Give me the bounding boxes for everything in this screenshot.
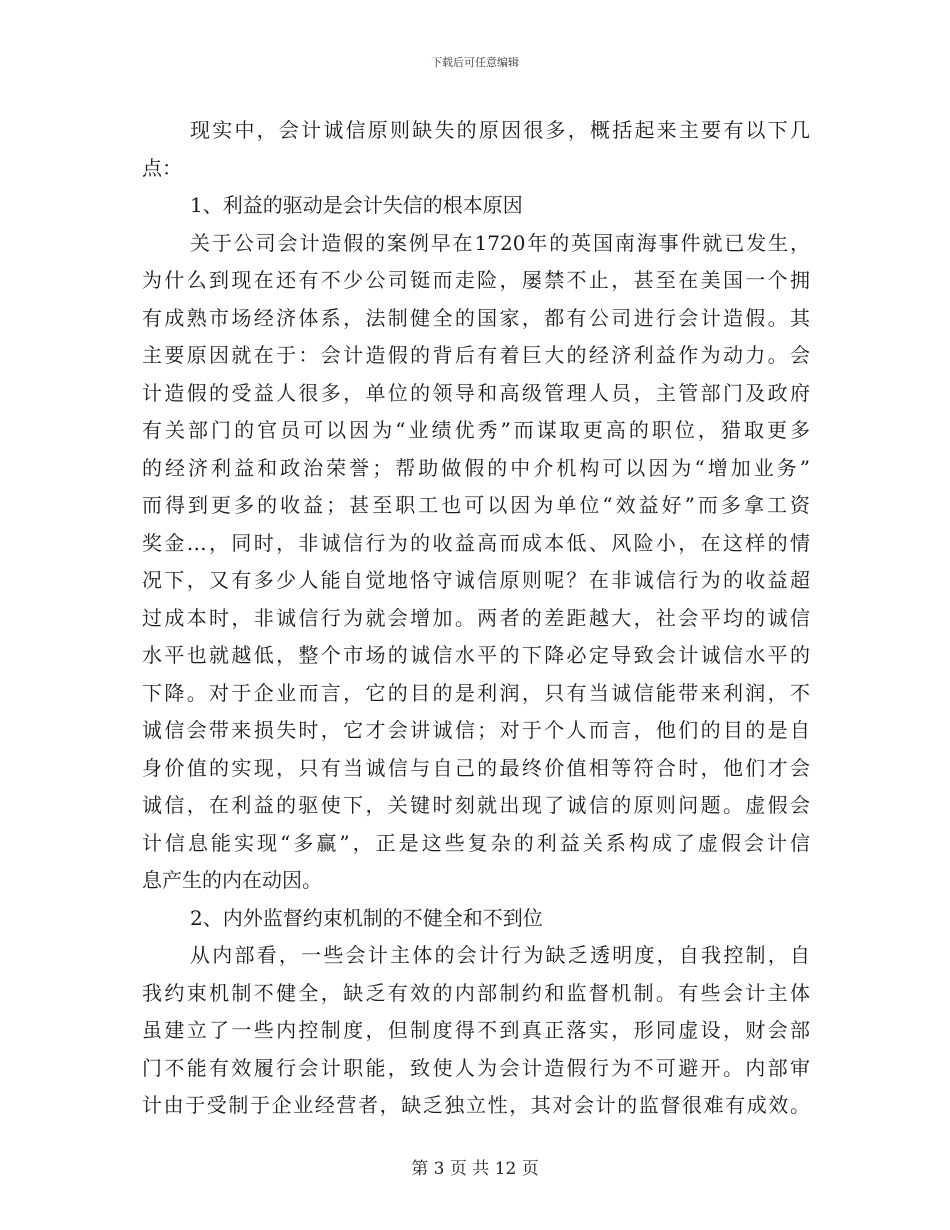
paragraph-line: 关于公司会计造假的案例早在1720年的英国南海事件就已发生，: [190, 230, 810, 255]
paragraph-line: 主要原因就在于：会计造假的背后有着巨大的经济利益作为动力。会: [142, 343, 810, 367]
paragraph-line: 我约束机制不健全，缺乏有效的内部制约和监督机制。有些会计主体: [142, 980, 810, 1005]
paragraph-line: 现实中，会计诚信原则缺失的原因很多，概括起来主要有以下几: [190, 118, 810, 142]
section-heading: 2、内外监督约束机制的不健全和不到位: [190, 905, 543, 930]
paragraph-line: 而得到更多的收益；甚至职工也可以因为单位“效益好”而多拿工资: [142, 493, 810, 517]
paragraph-line: 息产生的内在动因。: [142, 868, 322, 892]
page-header: 下载后可任意编辑: [431, 56, 519, 69]
paragraph-line: 计信息能实现“多赢”，正是这些复杂的利益关系构成了虚假会计信: [142, 830, 810, 855]
paragraph-line: 有关部门的官员可以因为“业绩优秀”而谋取更高的职位，猎取更多: [142, 418, 810, 442]
paragraph-line: 下降。对于企业而言，它的目的是利润，只有当诚信能带来利润，不: [142, 680, 810, 705]
paragraph-line: 的经济利益和政治荣誉；帮助做假的中介机构可以因为“增加业务”: [142, 455, 810, 480]
paragraph-line: 水平也就越低，整个市场的诚信水平的下降必定导致会计诚信水平的: [142, 643, 810, 667]
paragraph-line: 门不能有效履行会计职能，致使人为会计造假行为不可避开。内部审: [142, 1055, 810, 1080]
document-body: [142, 112, 810, 1125]
paragraph-line: 为什么到现在还有不少公司铤而走险，屡禁不止，甚至在美国一个拥: [142, 268, 810, 292]
paragraph-line: 况下，又有多少人能自觉地恪守诚信原则呢？在非诚信行为的收益超: [142, 568, 810, 592]
paragraph-line: 诚信会带来损失时，它才会讲诚信；对于个人而言，他们的目的是自: [142, 718, 810, 742]
paragraph-line: 过成本时，非诚信行为就会增加。两者的差距越大，社会平均的诚信: [142, 605, 810, 630]
paragraph-line: 计造假的受益人很多，单位的领导和高级管理人员，主管部门及政府: [142, 380, 810, 405]
page-footer: 第 3 页 共 12 页: [411, 1159, 539, 1179]
paragraph-line: 身价值的实现，只有当诚信与自己的最终价值相等符合时，他们才会: [142, 755, 810, 780]
paragraph-line: 有成熟市场经济体系，法制健全的国家，都有公司进行会计造假。其: [142, 305, 810, 330]
paragraph-line: 诚信，在利益的驱使下，关键时刻就出现了诚信的原则问题。虚假会: [142, 793, 810, 817]
paragraph-line: 虽建立了一些内控制度，但制度得不到真正落实，形同虚设，财会部: [142, 1018, 810, 1042]
paragraph-line: 计由于受制于企业经营者，缺乏独立性，其对会计的监督很难有成效。: [142, 1093, 810, 1117]
paragraph-line: 点：: [142, 155, 182, 180]
section-heading: 1、利益的驱动是会计失信的根本原因: [190, 193, 523, 217]
paragraph-line: 从内部看，一些会计主体的会计行为缺乏透明度，自我控制，自: [190, 943, 810, 967]
paragraph-line: 奖金…，同时，非诚信行为的收益高而成本低、风险小，在这样的情: [142, 530, 810, 555]
